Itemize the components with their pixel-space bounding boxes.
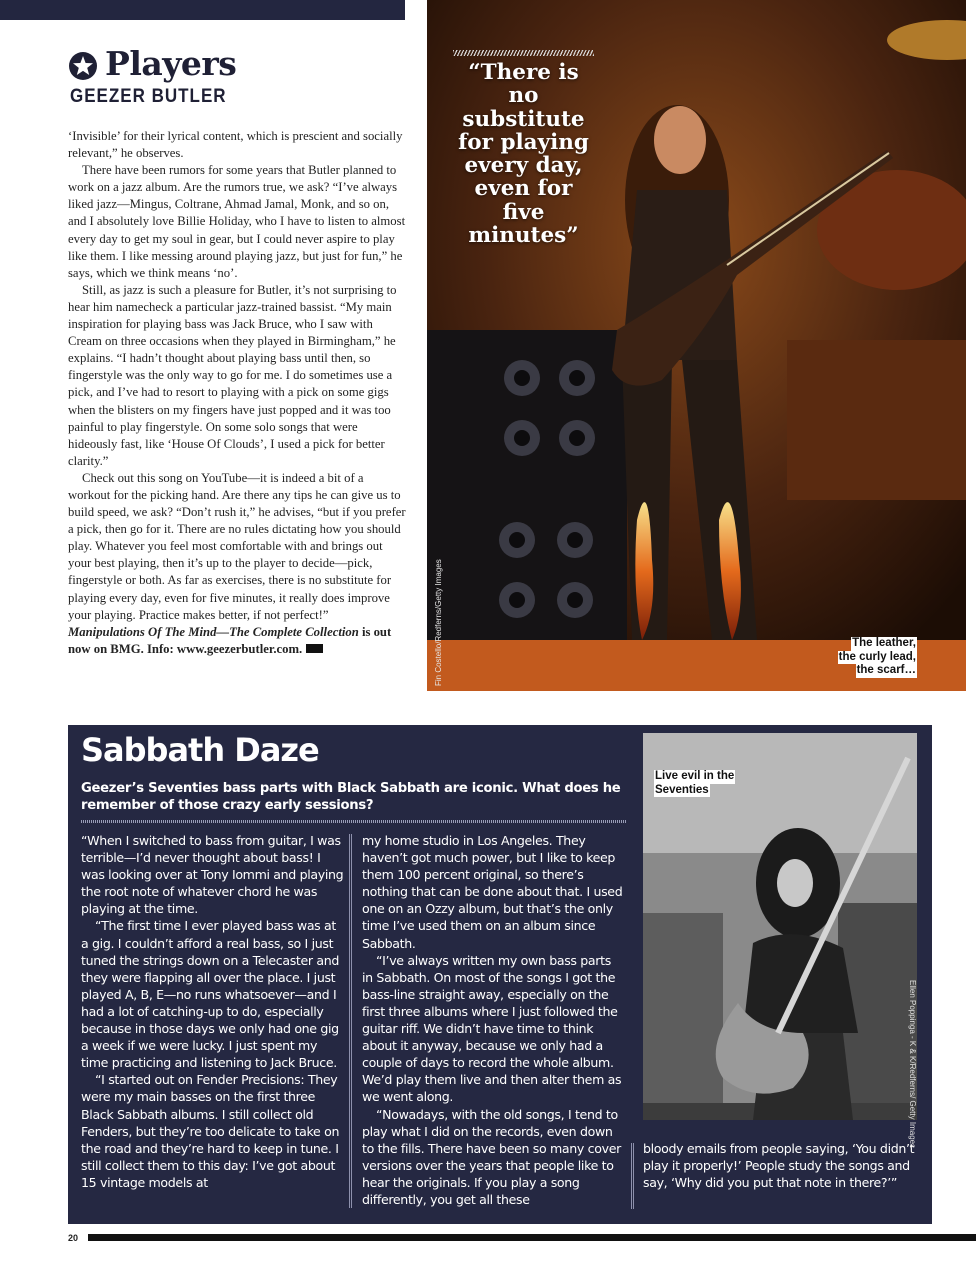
- footer-rule: [88, 1234, 976, 1241]
- sidebar-paragraph: “Nowadays, with the old songs, I tend to play what I did on the records, even down to the fills. There have been so many cover versions over the years that people like to hear the originals. If you play a song differently, you get all these: [362, 1106, 621, 1207]
- column-divider: [631, 1143, 634, 1209]
- main-article-body: [68, 128, 406, 658]
- article-subject: GEEZER BUTLER: [70, 85, 227, 107]
- photo-caption: [838, 637, 917, 678]
- column-divider: [349, 834, 352, 1208]
- release-credit: [68, 624, 406, 658]
- sidebar-column-2: [362, 832, 625, 1208]
- sidebar-paragraph: bloody emails from people saying, ‘You didn’t play it properly!’ People study the songs and say, ‘Why did you put that note in there?’”: [643, 1141, 915, 1191]
- sidebar-paragraph: my home studio in Los Angeles. They haven’t got much power, but I like to keep them 100 percent original, so there’s nothing that can be done about that. I used one on an Ozzy album, but that’s the only time I’ve used them on an album since Sabbath.: [362, 833, 623, 951]
- sidebar-paragraph: “When I switched to bass from guitar, I was terrible—I’d never thought about bass! I was looking over at Tony Iommi and playing the root note of whatever chord he was playing at the time.: [81, 833, 344, 917]
- album-title: Manipulations Of The Mind—The Complete Collection: [68, 624, 359, 639]
- sidebar-title: Sabbath Daze: [81, 731, 319, 769]
- sidebar-column-3: [643, 1140, 918, 1191]
- quote-rule: [453, 50, 594, 56]
- photo-caption-line: Seventies: [655, 783, 709, 796]
- sidebar-paragraph: “The first time I ever played bass was at a gig. I couldn’t afford a real bass, so I just tuned the strings down on a Telecaster and they were flapping all over the place. I just played A, B, E—no runs whatsoever—and I had a lot of catching-up to do, especially because in those days we only had one gig a week if we were lucky. I just spent my time practicing and listening to Jack Bruce.: [81, 918, 340, 1071]
- page-number: 20: [68, 1233, 79, 1243]
- sidebar-paragraph: “I’ve always written my own bass parts in Sabbath. On most of the songs I got the bass-line straight away, especially on the first three albums where I just followed the guitar riff. We didn’t have time to think about it anyway, because we only had a couple of days to record the whole album. We’d play them live and then alter them as we went along.: [362, 952, 622, 1105]
- section-title: Players: [105, 44, 237, 83]
- article-paragraph: ‘Invisible’ for their lyrical content, which is prescient and socially relevant,” he observes.: [68, 129, 403, 161]
- photo-credit: Fin Costello/Redferns/Getty Images: [434, 559, 443, 686]
- top-bar: [0, 0, 405, 20]
- photo-caption-line: Live evil in the: [655, 770, 735, 782]
- article-paragraph: Still, as jazz is such a pleasure for Butler, it’s not surprising to hear him namecheck a particular jazz-trained bassist. “My main inspiration for playing bass was Jack Bruce, who I saw with Cream on three occasions when they played in Birmingham,” he explains. “I hadn’t thought about playing bass until then, so fingerstyle was the only way to go for me. I do sometimes use a pick, and I’ve had to resort to playing with a pick on some gigs when the blisters on my fingers have just popped and it was too painful to play fingerstyle. On some solo songs that were hideously fast, like ‘House Of Clouds’, I used a pick for better clarity.”: [68, 282, 397, 468]
- release-info: is out now on BMG. Info: www.geezerbutler.com.: [68, 624, 392, 656]
- pull-quote: “There is no substitute for playing every day, even for five minutes”: [458, 60, 589, 249]
- sidebar-photo-caption: [654, 770, 735, 797]
- sidebar-photo-credit: Ellen Poppinga - K & K/Redferns/ Getty Images: [908, 980, 917, 1149]
- sidebar-column-1: [81, 832, 344, 1191]
- standfirst-rule: [81, 820, 627, 823]
- photo-caption-line: the curly lead,: [838, 650, 916, 663]
- end-mark: [306, 644, 323, 653]
- article-paragraph: There have been rumors for some years that Butler planned to work on a jazz album. Are the rumors true, we ask? “I’ve always liked jazz—Mingus, Coltrane, Ahmad Jamal, Monk, and so on, and I absolutely love Billie Holiday, who I have to listen to almost every day to get my soul in gear, but I could never aspire to play like them. I like messing around playing jazz, but just for fun,” he says, which we think means ‘no’.: [68, 163, 406, 280]
- sidebar-paragraph: “I started out on Fender Precisions: They were my main basses on the first three Black Sabbath albums. I still collect old Fenders, but they’re too delicate to take on the road and they’re hard to keep in tune. I still collect them to this day: I’ve got about 15 vintage models at: [81, 1072, 340, 1190]
- photo-caption-line: the scarf…: [856, 664, 916, 677]
- sidebar-standfirst: Geezer’s Seventies bass parts with Black Sabbath are iconic. What does he remember of those crazy early sessions?: [81, 781, 621, 814]
- photo-caption-line: The leather,: [852, 637, 916, 649]
- article-paragraph: Check out this song on YouTube—it is indeed a bit of a workout for the picking hand. Are there any tips he can give us to build speed, we ask? “Don’t rush it,” he advises, “but if you prefer a pick, then go for it. There are no rules dictating how you should play. Whatever you feel most comfortable with and brings out your best playing, then it’s up to the player to decide—pick, fingerstyle or both. As far as exercises, there is no substitute for playing every day, even for five minutes, it really does improve your playing. Practice makes better, if not perfect!”: [68, 470, 406, 622]
- star-icon: [68, 51, 98, 81]
